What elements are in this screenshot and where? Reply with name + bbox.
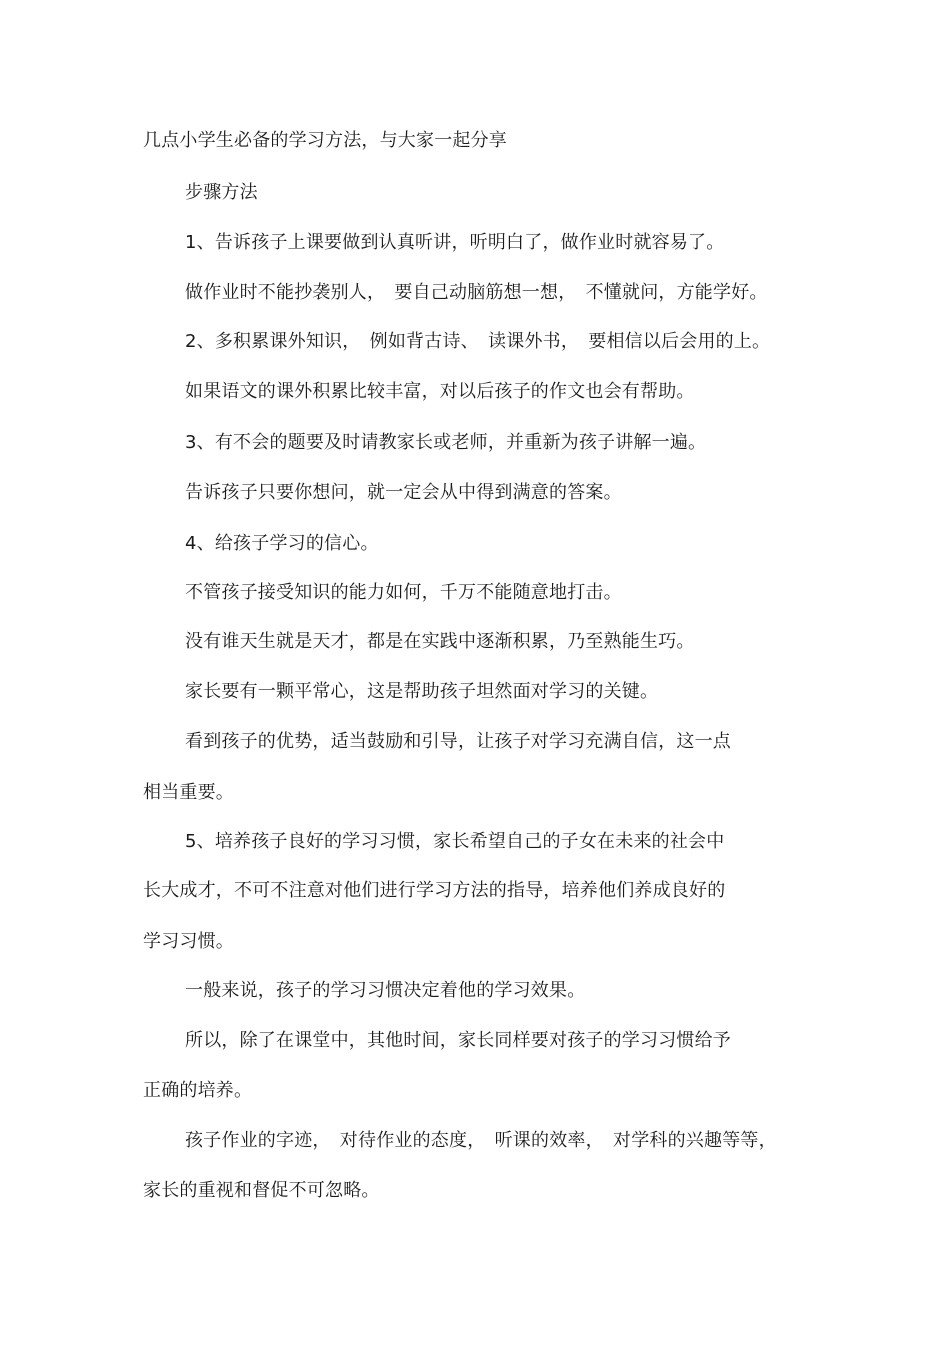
paragraph-line: 3、有不会的题要及时请教家长或老师，并重新为孩子讲解一遍。 bbox=[185, 432, 707, 453]
paragraph-line: 所以，除了在课堂中，其他时间，家长同样要对孩子的学习习惯给予 bbox=[185, 1030, 731, 1051]
paragraph-line: 如果语文的课外积累比较丰富，对以后孩子的作文也会有帮助。 bbox=[185, 381, 695, 402]
paragraph-line: 学习习惯。 bbox=[143, 931, 234, 952]
paragraph-line: 告诉孩子只要你想问，就一定会从中得到满意的答案。 bbox=[185, 482, 622, 503]
paragraph-line: 没有谁天生就是天才，都是在实践中逐渐积累，乃至熟能生巧。 bbox=[185, 631, 695, 652]
paragraph-line: 一般来说，孩子的学习习惯决定着他的学习效果。 bbox=[185, 980, 586, 1001]
paragraph-line: 长大成才，不可不注意对他们进行学习方法的指导，培养他们养成良好的 bbox=[143, 880, 726, 901]
paragraph-line: 4、给孩子学习的信心。 bbox=[185, 533, 379, 554]
section-heading: 步骤方法 bbox=[185, 182, 258, 203]
paragraph-line: 不管孩子接受知识的能力如何，千万不能随意地打击。 bbox=[185, 582, 622, 603]
paragraph-line: 孩子作业的字迹， 对待作业的态度， 听课的效率， 对学科的兴趣等等， bbox=[185, 1130, 777, 1151]
paragraph-line: 相当重要。 bbox=[143, 782, 234, 803]
paragraph-line: 5、培养孩子良好的学习习惯，家长希望自己的子女在未来的社会中 bbox=[185, 831, 725, 852]
paragraph-line: 家长的重视和督促不可忽略。 bbox=[143, 1180, 380, 1201]
document-title: 几点小学生必备的学习方法，与大家一起分享 bbox=[143, 130, 507, 151]
paragraph-line: 做作业时不能抄袭别人， 要自己动脑筋想一想， 不懂就问，方能学好。 bbox=[185, 282, 768, 303]
paragraph-line: 家长要有一颗平常心，这是帮助孩子坦然面对学习的关键。 bbox=[185, 681, 659, 702]
paragraph-line: 1、告诉孩子上课要做到认真听讲，听明白了，做作业时就容易了。 bbox=[185, 232, 725, 253]
paragraph-line: 2、多积累课外知识， 例如背古诗、 读课外书， 要相信以后会用的上。 bbox=[185, 331, 771, 352]
paragraph-line: 正确的培养。 bbox=[143, 1080, 253, 1101]
paragraph-line: 看到孩子的优势，适当鼓励和引导，让孩子对学习充满自信，这一点 bbox=[185, 731, 731, 752]
